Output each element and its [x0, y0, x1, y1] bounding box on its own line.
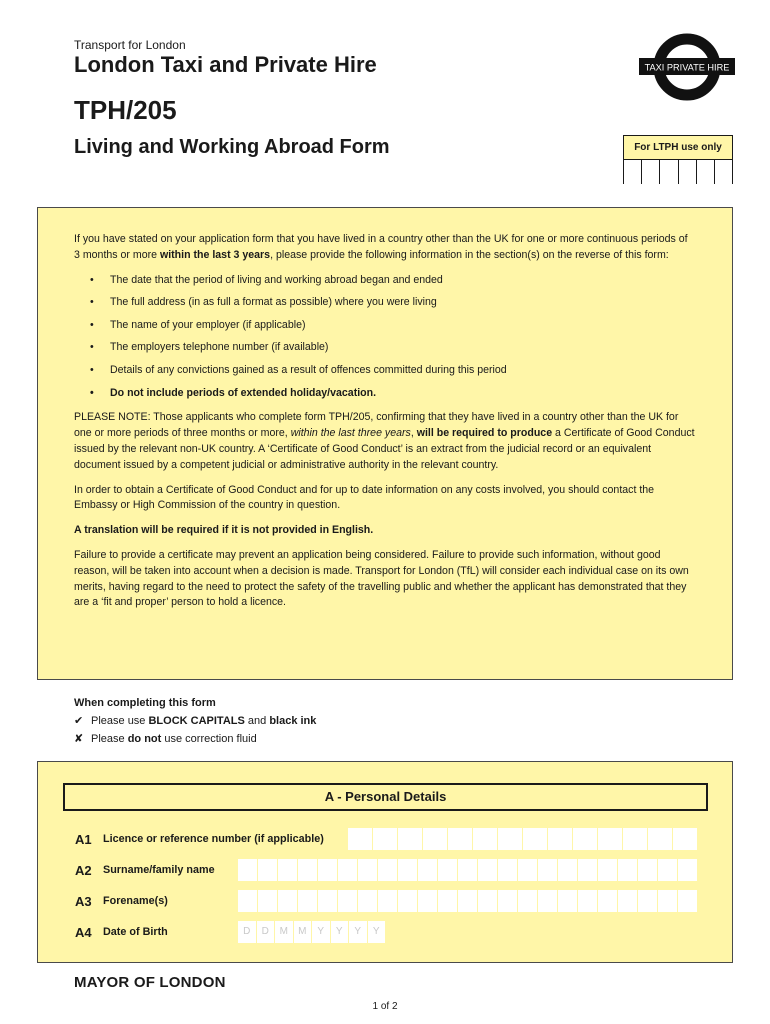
entry-box[interactable] — [478, 859, 498, 881]
entry-box[interactable] — [318, 859, 338, 881]
instructions-heading: When completing this form — [74, 697, 216, 709]
required-info-list — [90, 273, 696, 402]
entry-box[interactable] — [378, 890, 398, 912]
entry-box[interactable]: M — [275, 921, 294, 943]
entry-box[interactable] — [438, 890, 458, 912]
entry-box[interactable]: D — [238, 921, 257, 943]
ltph-cell — [660, 160, 678, 184]
entry-box[interactable] — [398, 859, 418, 881]
entry-box[interactable] — [348, 828, 373, 850]
list-item: • The date that the period of living and working abroad began and ended — [90, 273, 696, 289]
entry-box[interactable] — [398, 828, 423, 850]
entry-box[interactable] — [498, 890, 518, 912]
entry-box[interactable] — [458, 890, 478, 912]
translation-paragraph: A translation will be required if it is not provided in English. — [74, 524, 374, 537]
entry-box[interactable] — [518, 859, 538, 881]
entry-box[interactable] — [298, 859, 318, 881]
entry-box[interactable] — [658, 859, 678, 881]
entry-box[interactable]: M — [294, 921, 313, 943]
mayor-of-london-logo: MAYOR OF LONDON — [74, 974, 226, 991]
completion-instructions — [74, 694, 316, 748]
entry-box[interactable] — [238, 859, 258, 881]
form-code: TPH/205 — [74, 95, 177, 125]
field-label: Surname/family name — [103, 864, 215, 876]
intro-paragraph: If you have stated on your application form that you have lived in a country other than the UK for one or more continuous periods of 3 months or more within the last 3 years, please provide the following information in the section(s) on the reverse of this form: — [74, 233, 688, 261]
entry-box[interactable] — [238, 890, 258, 912]
list-item: • The name of your employer (if applicable) — [90, 318, 696, 334]
field-a2 — [75, 858, 215, 882]
entry-box[interactable] — [338, 890, 358, 912]
entry-box[interactable] — [648, 828, 673, 850]
entry-box[interactable]: Y — [349, 921, 368, 943]
ltph-cell — [697, 160, 715, 184]
entry-box[interactable] — [558, 890, 578, 912]
entry-box[interactable] — [578, 890, 598, 912]
entry-box[interactable] — [378, 859, 398, 881]
field-number: A4 — [75, 924, 92, 940]
page-number: 1 of 2 — [372, 1001, 398, 1012]
entry-box[interactable] — [358, 890, 378, 912]
logo-text: TAXI PRIVATE HIRE — [644, 62, 730, 73]
ltph-cell — [642, 160, 660, 184]
tfl-roundel-logo — [638, 32, 736, 102]
entry-box[interactable] — [298, 890, 318, 912]
field-label: Date of Birth — [103, 926, 168, 938]
entry-box[interactable] — [258, 890, 278, 912]
entry-box[interactable] — [578, 859, 598, 881]
instruction-row: ✘ Please do not use correction fluid — [74, 730, 316, 748]
entry-box[interactable]: D — [257, 921, 276, 943]
service-title: London Taxi and Private Hire — [74, 52, 377, 77]
list-item: • The full address (in as full a format as possible) where you were living — [90, 295, 696, 311]
entry-box[interactable] — [598, 828, 623, 850]
ltph-cell — [715, 160, 732, 184]
entry-box[interactable] — [618, 859, 638, 881]
entry-box[interactable]: Y — [368, 921, 387, 943]
entry-box[interactable] — [338, 859, 358, 881]
entry-box[interactable]: Y — [312, 921, 331, 943]
information-box — [37, 207, 733, 680]
entry-box[interactable] — [458, 859, 478, 881]
entry-box[interactable] — [518, 890, 538, 912]
tick-icon: ✔ — [74, 715, 84, 727]
form-name: Living and Working Abroad Form — [74, 136, 390, 158]
entry-box[interactable] — [658, 890, 678, 912]
ltph-boxes — [624, 160, 732, 184]
field-number: A3 — [75, 893, 92, 909]
entry-box[interactable] — [398, 890, 418, 912]
entry-box[interactable] — [423, 828, 448, 850]
entry-box[interactable] — [358, 859, 378, 881]
entry-box[interactable] — [598, 859, 618, 881]
entry-box[interactable] — [418, 890, 438, 912]
date-of-birth-input[interactable] — [238, 921, 386, 943]
entry-box[interactable] — [538, 859, 558, 881]
cross-icon: ✘ — [74, 733, 84, 745]
instruction-row: ✔ Please use BLOCK CAPITALS and black ink — [74, 712, 316, 730]
licence-number-input[interactable] — [348, 828, 698, 850]
entry-box[interactable] — [573, 828, 598, 850]
ltph-use-box — [623, 135, 733, 184]
field-a3 — [75, 889, 168, 913]
entry-box[interactable] — [548, 828, 573, 850]
entry-box[interactable] — [473, 828, 498, 850]
entry-box[interactable] — [558, 859, 578, 881]
entry-box[interactable] — [278, 890, 298, 912]
list-item: • Do not include periods of extended holiday/vacation. — [90, 386, 696, 402]
entry-box[interactable] — [438, 859, 458, 881]
failure-paragraph: Failure to provide a certificate may prevent an application being considered. Failure to provide such information, without good reason, will be taken into account when a decision is made. Transport for London (TfL) will consider each individual case on its own merits, having regard to the need to protect the safety of the travelling public and whether the applicant has demonstrated that they are a ‘fit and proper’ person to hold a licence. — [74, 548, 689, 609]
entry-box[interactable] — [618, 890, 638, 912]
entry-box[interactable] — [318, 890, 338, 912]
entry-box[interactable] — [538, 890, 558, 912]
entry-box[interactable] — [498, 859, 518, 881]
field-number: A1 — [75, 831, 92, 847]
field-a1 — [75, 827, 324, 851]
surname-input[interactable] — [238, 859, 698, 881]
entry-box[interactable] — [678, 859, 698, 881]
please-note-paragraph: PLEASE NOTE: Those applicants who complete form TPH/205, confirming that they have lived in a country other than the UK for one or more periods of three months or more, within the last three years, will be required to produce a Certificate of Good Conduct issued by the relevant non-UK country. A ‘Certificate of Good Conduct’ is an extract from the judicial record or an equivalent document issued by a competent judicial or administrative authority in the relevant country. — [74, 411, 695, 471]
entry-box[interactable] — [598, 890, 618, 912]
field-label: Forename(s) — [103, 895, 168, 907]
list-item: • The employers telephone number (if available) — [90, 340, 696, 356]
ltph-label: For LTPH use only — [624, 136, 732, 160]
entry-box[interactable] — [478, 890, 498, 912]
section-a-title: A - Personal Details — [63, 783, 708, 811]
entry-box[interactable] — [258, 859, 278, 881]
entry-box[interactable] — [523, 828, 548, 850]
entry-box[interactable]: Y — [331, 921, 350, 943]
ltph-cell — [679, 160, 697, 184]
entry-box[interactable] — [418, 859, 438, 881]
entry-box[interactable] — [638, 859, 658, 881]
field-label: Licence or reference number (if applicable) — [103, 833, 324, 845]
entry-box[interactable] — [448, 828, 473, 850]
list-item: • Details of any convictions gained as a result of offences committed during this period — [90, 363, 696, 379]
obtain-paragraph: In order to obtain a Certificate of Good Conduct and for up to date information on any costs involved, you should contact the Embassy or High Commission of the country in question. — [74, 483, 655, 512]
ltph-cell — [624, 160, 642, 184]
entry-box[interactable] — [278, 859, 298, 881]
entry-box[interactable] — [678, 890, 698, 912]
entry-box[interactable] — [498, 828, 523, 850]
section-a-personal-details — [37, 761, 733, 963]
entry-box[interactable] — [638, 890, 658, 912]
forenames-input[interactable] — [238, 890, 698, 912]
org-name: Transport for London — [74, 38, 186, 52]
entry-box[interactable] — [673, 828, 698, 850]
field-a4 — [75, 920, 168, 944]
field-number: A2 — [75, 862, 92, 878]
entry-box[interactable] — [373, 828, 398, 850]
entry-box[interactable] — [623, 828, 648, 850]
